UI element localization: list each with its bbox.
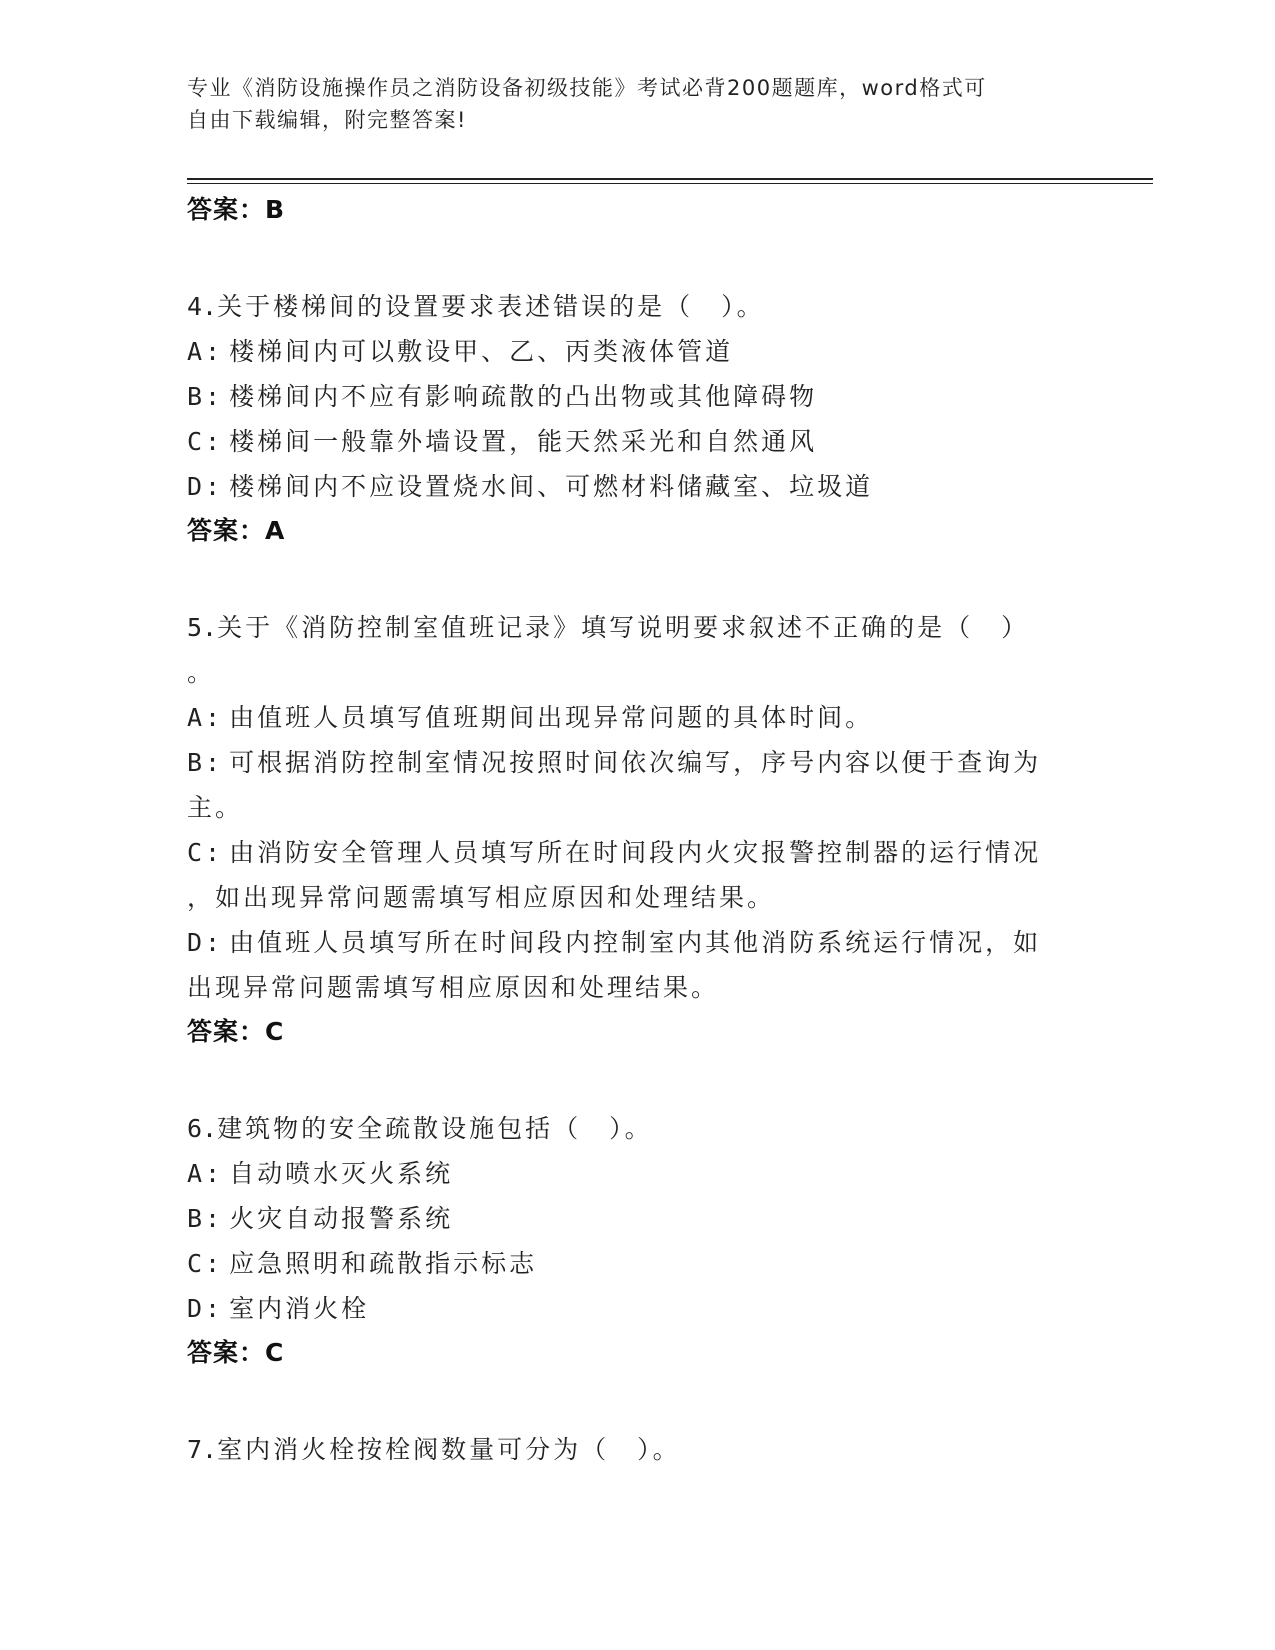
option-text: 楼梯间内不应设置烧水间、可燃材料储藏室、垃圾道 [229, 472, 874, 501]
question-5 [187, 605, 1087, 1054]
question-number: 7. [187, 1435, 218, 1464]
question-6 [187, 1106, 1087, 1375]
option-key: D: [187, 1294, 224, 1323]
option-c-continued: ，如出现异常问题需填写相应原因和处理结果。 [187, 883, 776, 912]
question-answer: 答案：A [187, 516, 286, 545]
option-key: D: [187, 928, 224, 957]
option-key: C: [187, 427, 224, 456]
question-7 [187, 1427, 1087, 1472]
option-c [187, 419, 1087, 464]
question-text: 关于《消防控制室值班记录》填写说明要求叙述不正确的是（ ） [217, 613, 1030, 642]
header-divider-thin [187, 183, 1153, 184]
option-key: A: [187, 703, 224, 732]
question-number: 4. [187, 292, 218, 321]
option-b-continued: 主。 [187, 793, 244, 822]
option-d [187, 464, 1087, 509]
option-key: B: [187, 1204, 224, 1233]
question-text: 关于楼梯间的设置要求表述错误的是（ ）。 [217, 292, 765, 321]
option-text: 楼梯间内不应有影响疏散的凸出物或其他障碍物 [229, 382, 818, 411]
question-answer: 答案：C [187, 1017, 285, 1046]
question-4 [187, 284, 1087, 553]
option-key: B: [187, 382, 224, 411]
header-title-line-1: 专业《消防设施操作员之消防设备初级技能》考试必背200题题库，word格式可 [187, 76, 987, 100]
option-d [187, 1286, 1087, 1331]
option-text: 应急照明和疏散指示标志 [229, 1249, 538, 1278]
question-stem [187, 1427, 1087, 1472]
option-key: A: [187, 1159, 224, 1188]
question-stem [187, 605, 1087, 650]
question-stem [187, 284, 1087, 329]
option-c [187, 830, 1087, 875]
option-a [187, 1151, 1087, 1196]
option-a [187, 329, 1087, 374]
option-text: 楼梯间内可以敷设甲、乙、丙类液体管道 [229, 337, 734, 366]
option-b [187, 740, 1087, 785]
option-d-continued: 出现异常问题需填写相应原因和处理结果。 [187, 973, 720, 1002]
header-title-line-2: 自由下载编辑，附完整答案! [187, 108, 467, 132]
option-b [187, 374, 1087, 419]
question-stem-continued: 。 [187, 658, 216, 687]
option-text: 可根据消防控制室情况按照时间依次编写，序号内容以便于查询为 [229, 748, 1042, 777]
header-divider-thick [187, 178, 1153, 180]
option-key: C: [187, 838, 224, 867]
option-text: 由值班人员填写值班期间出现异常问题的具体时间。 [229, 703, 874, 732]
option-key: B: [187, 748, 224, 777]
question-text: 建筑物的安全疏散设施包括（ ）。 [217, 1114, 653, 1143]
question-number: 5. [187, 613, 218, 642]
question-text: 室内消火栓按栓阀数量可分为（ ）。 [217, 1435, 681, 1464]
option-text: 室内消火栓 [229, 1294, 370, 1323]
option-b [187, 1196, 1087, 1241]
question-number: 6. [187, 1114, 218, 1143]
option-key: D: [187, 472, 224, 501]
page-header [187, 72, 1067, 136]
option-text: 自动喷水灭火系统 [229, 1159, 454, 1188]
question-answer: 答案：C [187, 1338, 285, 1367]
option-d [187, 920, 1087, 965]
question-stem [187, 1106, 1087, 1151]
option-text: 楼梯间一般靠外墙设置，能天然采光和自然通风 [229, 427, 818, 456]
option-a [187, 695, 1087, 740]
option-key: A: [187, 337, 224, 366]
option-key: C: [187, 1249, 224, 1278]
option-c [187, 1241, 1087, 1286]
answer-previous-question: 答案：B [187, 195, 286, 224]
document-body [187, 188, 1087, 1472]
option-text: 由值班人员填写所在时间段内控制室内其他消防系统运行情况，如 [229, 928, 1042, 957]
option-text: 火灾自动报警系统 [229, 1204, 454, 1233]
option-text: 由消防安全管理人员填写所在时间段内火灾报警控制器的运行情况 [229, 838, 1042, 867]
